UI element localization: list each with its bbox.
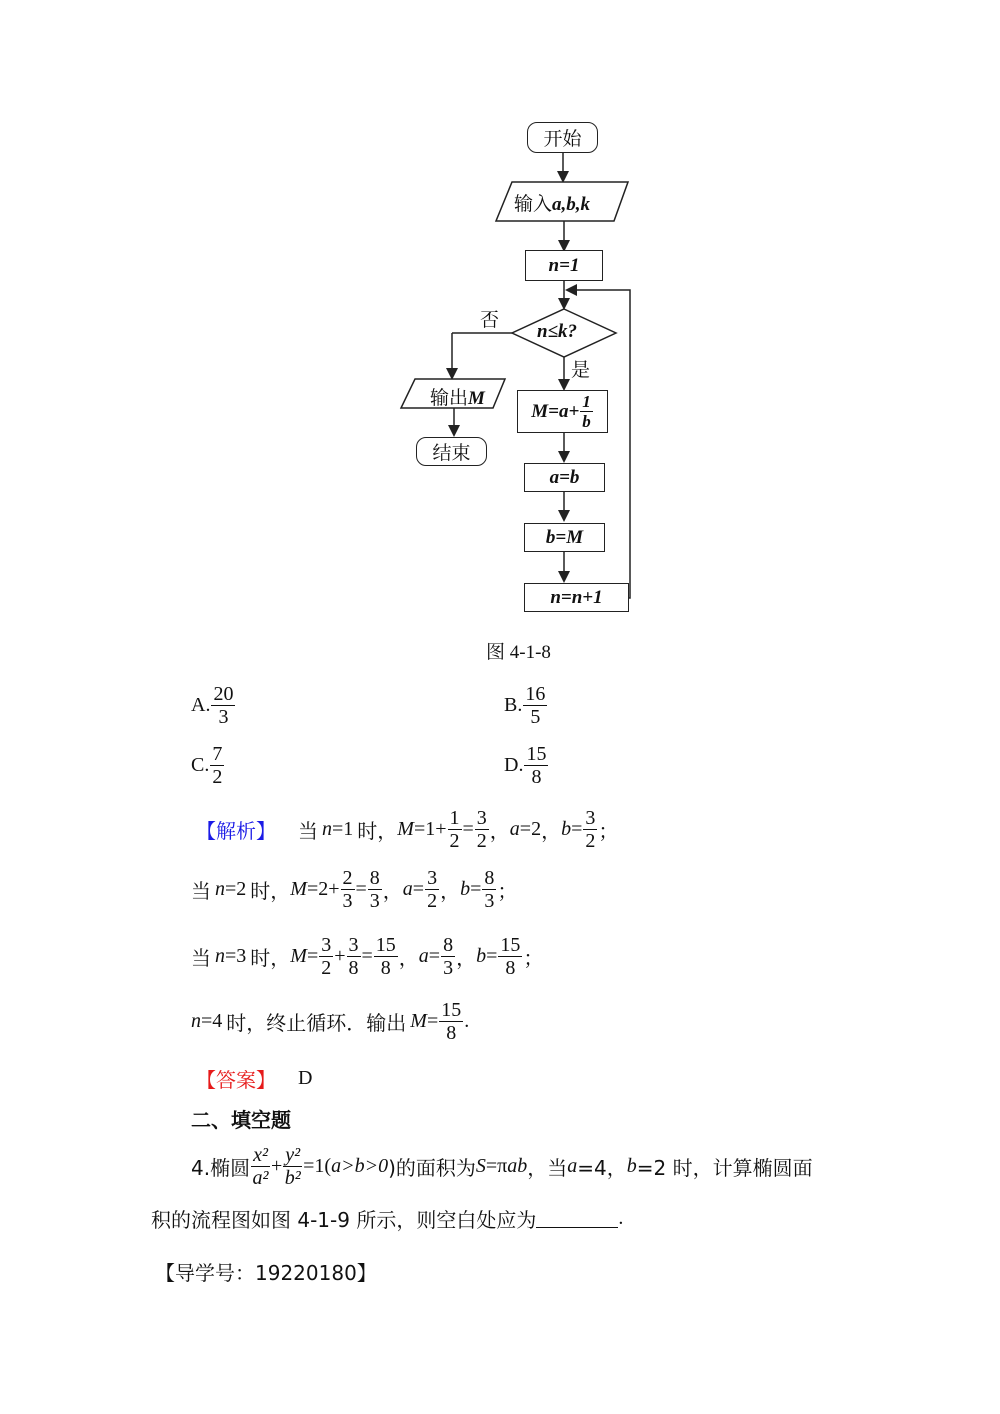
var: S xyxy=(475,1155,486,1177)
text: ； xyxy=(523,946,544,970)
flowchart-start xyxy=(527,122,598,153)
fraction-denominator: 8 xyxy=(380,957,391,979)
fraction xyxy=(498,935,522,978)
section-title xyxy=(191,1104,291,1133)
fraction xyxy=(251,1145,270,1188)
start-label: 开始 xyxy=(543,128,582,150)
option-fraction xyxy=(211,684,235,727)
analysis-line-3 xyxy=(191,935,543,978)
fraction-numerator: 20 xyxy=(213,683,234,705)
fraction-denominator: 3 xyxy=(369,890,380,912)
text: =2 xyxy=(225,878,247,900)
text: = xyxy=(462,818,474,840)
fraction-numerator: x² xyxy=(253,1144,268,1166)
text: ， xyxy=(541,819,562,843)
fraction-denominator: 3 xyxy=(342,890,353,912)
option-b xyxy=(504,684,548,727)
text: + xyxy=(334,945,346,967)
flowchart-step-m xyxy=(517,390,608,433)
step-m-fraction xyxy=(580,393,593,430)
text: = xyxy=(486,945,498,967)
text: =4， xyxy=(577,1156,627,1180)
flowchart-init xyxy=(525,250,603,281)
fraction-denominator: 2 xyxy=(427,890,438,912)
text: = xyxy=(412,878,425,900)
text: =2 xyxy=(519,818,542,840)
text: 时， xyxy=(357,819,398,843)
var: n xyxy=(215,878,225,900)
fraction xyxy=(283,1145,302,1188)
var: a>b>0 xyxy=(331,1155,389,1177)
fraction-denominator: a² xyxy=(252,1167,269,1189)
fraction-denominator: 2 xyxy=(476,830,487,852)
text: =3 xyxy=(225,945,247,967)
text: ； xyxy=(497,879,518,903)
option-a xyxy=(191,684,236,727)
question-4-line-2 xyxy=(151,1204,623,1233)
fraction-numerator: 1 xyxy=(449,807,460,829)
option-fraction xyxy=(523,684,547,727)
flowchart-step-n xyxy=(524,583,629,612)
text: = xyxy=(470,878,482,900)
var: b xyxy=(626,1155,637,1177)
fraction-denominator: 8 xyxy=(531,766,542,788)
fraction-numerator: 3 xyxy=(585,807,596,829)
var: a xyxy=(402,878,413,900)
var: n xyxy=(215,945,225,967)
text: =2+ xyxy=(306,878,340,900)
fraction xyxy=(439,1000,463,1043)
fraction xyxy=(482,868,496,911)
text: =1+ xyxy=(413,818,447,840)
text: ， xyxy=(489,819,510,843)
fraction-denominator: 3 xyxy=(218,706,229,728)
fraction-numerator: 3 xyxy=(321,934,332,956)
text: ， xyxy=(440,879,461,903)
step-n-label: n=n+1 xyxy=(550,586,603,608)
fraction xyxy=(425,868,439,911)
text: = xyxy=(361,945,373,967)
guide-number-text: 【导学号：19220180】 xyxy=(155,1261,377,1285)
fraction-numerator: 3 xyxy=(348,934,359,956)
text: 当 xyxy=(191,879,211,903)
text: = xyxy=(428,945,441,967)
input-vars: a,b,k xyxy=(552,194,591,215)
fraction-numerator: 15 xyxy=(441,999,462,1021)
answer-tag: 【答案】 xyxy=(196,1068,276,1092)
fraction-numerator: 15 xyxy=(500,934,521,956)
text: 时， xyxy=(250,879,291,903)
var: n xyxy=(322,818,332,840)
fraction xyxy=(319,935,333,978)
option-label: D. xyxy=(504,754,524,776)
var: M xyxy=(397,818,414,840)
option-fraction xyxy=(210,744,224,787)
option-label: A. xyxy=(191,694,211,716)
guide-number xyxy=(155,1257,377,1286)
step-b-label: b=M xyxy=(545,526,584,548)
fraction-numerator: 15 xyxy=(526,743,547,765)
text: =4 xyxy=(201,1010,223,1032)
fraction xyxy=(341,868,355,911)
text: 时， xyxy=(250,946,291,970)
fraction-denominator: 3 xyxy=(484,890,495,912)
var: a xyxy=(418,945,429,967)
option-d xyxy=(504,744,549,787)
text: )的面积为 xyxy=(388,1156,476,1180)
fraction-denominator: 8 xyxy=(348,957,359,979)
var: a xyxy=(567,1155,578,1177)
end-label: 结束 xyxy=(432,442,471,464)
text: = xyxy=(306,945,319,967)
flowchart-condition xyxy=(537,321,577,343)
fraction-denominator: 2 xyxy=(449,830,460,852)
fraction-numerator: 8 xyxy=(443,934,454,956)
text: ， xyxy=(398,946,419,970)
text: + xyxy=(270,1155,283,1177)
fraction xyxy=(583,808,597,851)
caption-text: 图 4-1-8 xyxy=(486,642,551,663)
answer-line xyxy=(196,1064,312,1093)
option-fraction xyxy=(524,744,548,787)
var: b xyxy=(460,878,471,900)
fraction-numerator: 3 xyxy=(476,807,487,829)
output-label: 输出 xyxy=(430,387,469,409)
text: = xyxy=(355,878,367,900)
fraction xyxy=(347,935,361,978)
fraction-denominator: 2 xyxy=(585,830,596,852)
fraction xyxy=(448,808,462,851)
fraction-denominator: 2 xyxy=(321,957,332,979)
analysis-line-4 xyxy=(191,1000,469,1043)
yes-branch-label: 是 xyxy=(571,359,591,381)
option-c xyxy=(191,744,225,787)
text: ， xyxy=(382,879,403,903)
text: 当 xyxy=(191,946,211,970)
text: ，当 xyxy=(527,1156,568,1180)
var: b xyxy=(561,818,572,840)
text: ， xyxy=(456,946,477,970)
fraction-denominator: 2 xyxy=(212,766,223,788)
fraction-denominator: 8 xyxy=(505,957,516,979)
var: ab xyxy=(507,1155,528,1177)
step-a-label: a=b xyxy=(549,466,580,488)
text: . xyxy=(464,1010,470,1032)
flowchart-step-a xyxy=(524,463,605,492)
figure-caption xyxy=(486,637,551,664)
flowchart-connectors xyxy=(0,0,1000,620)
output-var: M xyxy=(468,388,485,409)
fraction-numerator: 7 xyxy=(212,743,223,765)
fraction-numerator: 8 xyxy=(369,867,380,889)
init-label: n=1 xyxy=(548,254,580,276)
text: 当 xyxy=(298,819,318,843)
flowchart-output xyxy=(430,383,485,410)
fraction-denominator: 8 xyxy=(446,1022,457,1044)
var: M xyxy=(290,945,307,967)
no-branch-label: 否 xyxy=(480,309,500,331)
option-label: C. xyxy=(191,754,210,776)
var: M xyxy=(290,878,307,900)
analysis-line-2 xyxy=(191,868,517,911)
text: =2 时，计算椭圆面 xyxy=(636,1156,813,1180)
fraction xyxy=(475,808,489,851)
flowchart-input xyxy=(514,189,590,216)
text: =1 xyxy=(332,818,354,840)
answer-value: D xyxy=(298,1067,313,1089)
text: = xyxy=(571,818,583,840)
fraction-numerator: y² xyxy=(285,1144,301,1166)
text: ； xyxy=(598,819,619,843)
var: M xyxy=(410,1010,427,1032)
question-number: 4.椭圆 xyxy=(191,1156,251,1180)
fraction-denominator: 3 xyxy=(443,957,454,979)
fraction xyxy=(368,868,382,911)
var: a xyxy=(509,818,520,840)
fraction-numerator: 1 xyxy=(582,392,591,411)
input-label: 输入 xyxy=(514,193,553,215)
analysis-tag: 【解析】 xyxy=(196,819,276,843)
step-m-expr: M=a+ xyxy=(531,400,580,422)
fraction-numerator: 16 xyxy=(525,683,546,705)
fraction-numerator: 15 xyxy=(375,934,396,956)
text: . xyxy=(618,1207,624,1229)
section-title-text: 二、填空题 xyxy=(191,1108,291,1132)
var: b xyxy=(476,945,487,967)
fraction-denominator: b xyxy=(582,412,591,431)
text: = xyxy=(426,1010,439,1032)
answer-blank xyxy=(536,1209,618,1228)
text: =1( xyxy=(303,1155,332,1177)
text: =π xyxy=(485,1155,508,1177)
fraction-numerator: 8 xyxy=(484,867,495,889)
var: n xyxy=(191,1010,201,1032)
fraction xyxy=(374,935,398,978)
fraction-numerator: 2 xyxy=(342,867,353,889)
text: 时，终止循环．输出 xyxy=(226,1011,407,1035)
text: 积的流程图如图 4-1-9 所示，则空白处应为 xyxy=(151,1208,537,1232)
flowchart-end xyxy=(416,437,487,466)
fraction xyxy=(441,935,455,978)
question-4-line-1 xyxy=(191,1145,813,1188)
analysis-line-1 xyxy=(196,808,618,851)
option-label: B. xyxy=(504,694,523,716)
flowchart-step-b xyxy=(524,523,605,552)
fraction-numerator: 3 xyxy=(427,867,438,889)
condition-label: n≤k? xyxy=(537,321,577,342)
fraction-denominator: 5 xyxy=(530,706,541,728)
fraction-denominator: b² xyxy=(284,1167,301,1189)
